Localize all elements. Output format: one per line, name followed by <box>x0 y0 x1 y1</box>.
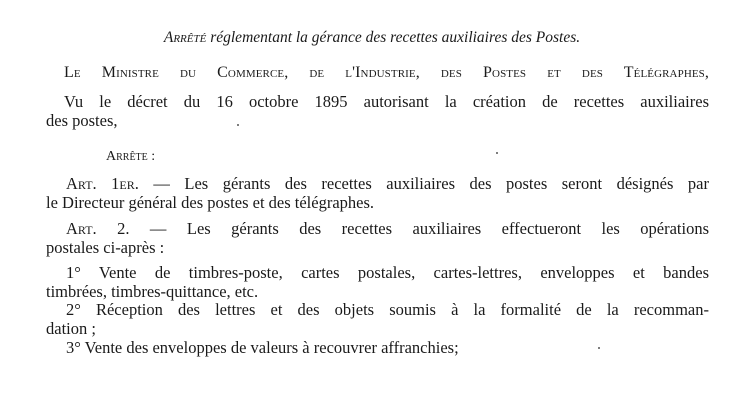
item-3-line-1: 3° Vente des enveloppes de valeurs à recouvrer affranchies; <box>66 338 459 357</box>
article-2-line-2: postales ci-après : <box>46 238 165 257</box>
vu-line-1: Vu le décret du 16 octobre 1895 autorisant la création de recettes auxiliaires <box>64 92 709 111</box>
article-2-line-1 <box>66 219 709 239</box>
print-speck <box>598 347 600 349</box>
item-2-line-1: 2° Réception des lettres et des objets soumis à la formalité de la recomman- <box>66 300 709 319</box>
decree-title-rest: réglementant la gérance des recettes auxiliaires des Postes. <box>206 29 581 46</box>
article-2-text: — Les gérants des recettes auxiliaires effectueront les opérations <box>129 219 710 238</box>
article-1-line-1 <box>66 174 709 194</box>
article-2-label: Art. 2. <box>66 219 130 238</box>
article-1-text: — Les gérants des recettes auxiliaires des postes seront désignés par <box>138 174 709 193</box>
arrete-heading: Arrête : <box>106 149 156 164</box>
item-1-line-1: 1° Vente de timbres-poste, cartes postales, cartes-lettres, enveloppes et bandes <box>66 263 709 282</box>
vu-line-2: des postes, <box>46 111 118 130</box>
article-1-label: Art. 1er. <box>66 174 139 193</box>
decree-title <box>0 29 744 47</box>
print-speck <box>496 152 498 154</box>
article-1-line-2: le Directeur général des postes et des télégraphes. <box>46 193 375 212</box>
decree-title-lead: Arrêté <box>163 29 207 46</box>
item-2-line-2: dation ; <box>46 319 96 338</box>
minister-line: Le Ministre du Commerce, de l'Industrie, des Postes et des Télégraphes, <box>64 64 709 81</box>
print-speck <box>237 124 239 126</box>
item-1-line-2: timbrées, timbres-quittance, etc. <box>46 282 259 301</box>
